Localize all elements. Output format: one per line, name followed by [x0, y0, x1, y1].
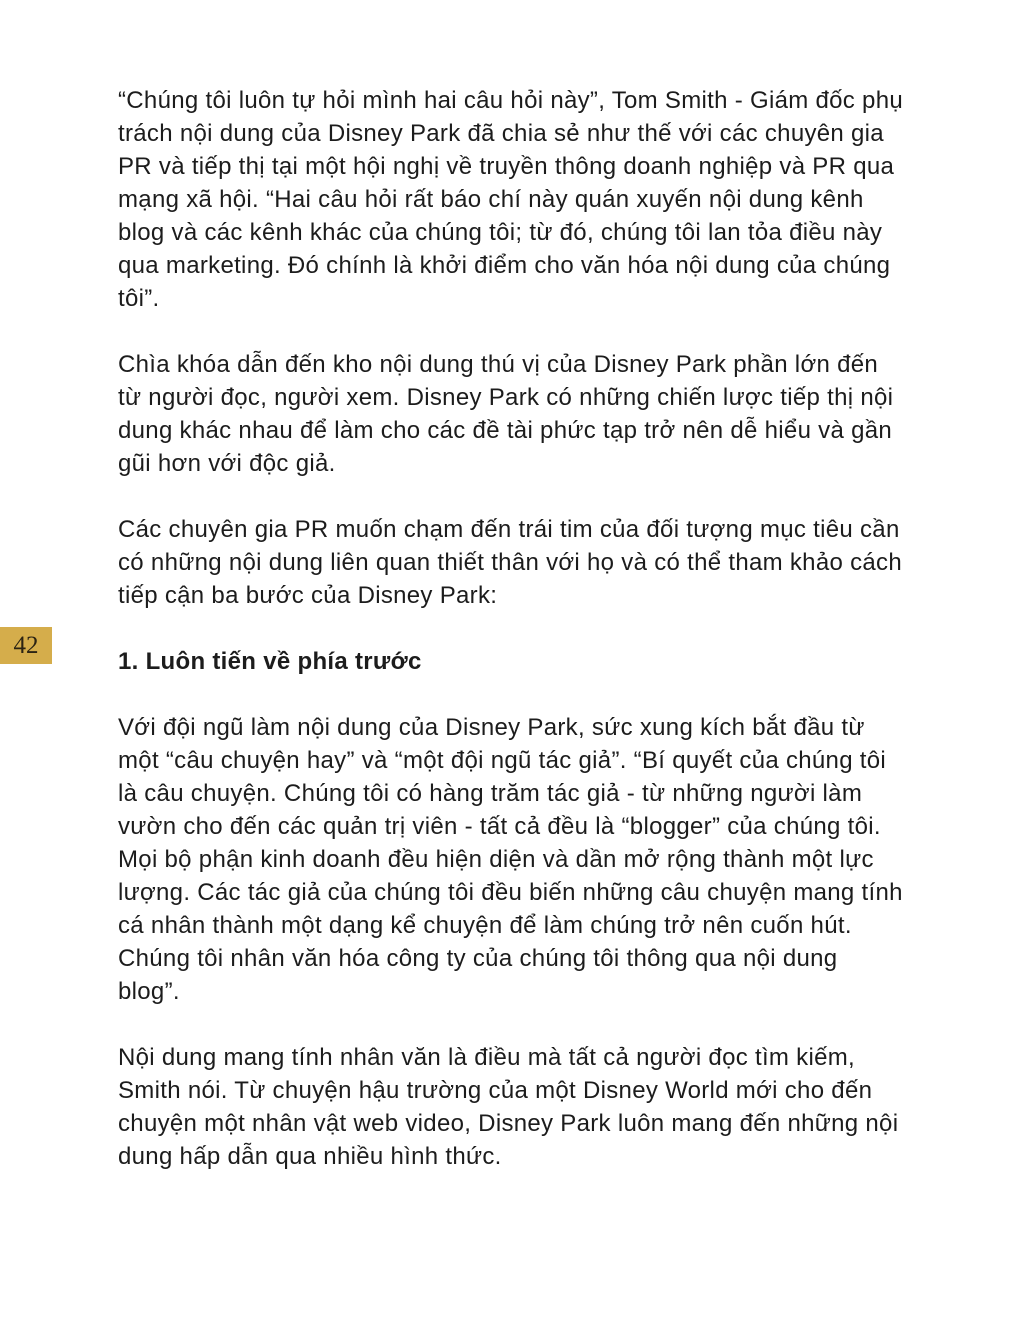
section-heading-always-forward: 1. Luôn tiến về phía trước — [118, 648, 422, 675]
page-number: 42 — [13, 631, 39, 659]
page-number-badge — [0, 627, 52, 664]
paragraph-key-to-content: Chìa khóa dẫn đến kho nội dung thú vị của Disney Park phần lớn đến từ người đọc, người xem. Disney Park có những chiến lược tiếp thị nội dung khác nhau để làm cho các đề tài phức tạp trở nên dễ hiểu và gần gũi hơn với độc giả. — [118, 351, 894, 477]
paragraph-quote-intro: “Chúng tôi luôn tự hỏi mình hai câu hỏi này”, Tom Smith - Giám đốc phụ trách nội dung của Disney Park đã chia sẻ như thế với các chuyên gia PR và tiếp thị tại một hội nghị về truyền thông doanh nghiệp và PR qua mạng xã hội. “Hai câu hỏi rất báo chí này quán xuyến nội dung kênh blog và các kênh khác của chúng tôi; từ đó, chúng tôi lan tỏa điều này qua marketing. Đó chính là khởi điểm cho văn hóa nội dung của chúng tôi”. — [118, 87, 904, 312]
paragraph-content-team: Với đội ngũ làm nội dung của Disney Park, sức xung kích bắt đầu từ một “câu chuyện hay” và “một đội ngũ tác giả”. “Bí quyết của chúng tôi là câu chuyện. Chúng tôi có hàng trăm tác giả - từ những người làm vườn cho đến các quản trị viên - tất cả đều là “blogger” của chúng tôi. Mọi bộ phận kinh doanh đều hiện diện và dần mở rộng thành một lực lượng. Các tác giả của chúng tôi đều biến những câu chuyện mang tính cá nhân thành một dạng kể chuyện để làm chúng trở nên cuốn hút. Chúng tôi nhân văn hóa công ty của chúng tôi thông qua nội dung blog”. — [118, 714, 903, 1005]
paragraph-human-content: Nội dung mang tính nhân văn là điều mà tất cả người đọc tìm kiếm, Smith nói. Từ chuyện hậu trường của một Disney World mới cho đến chuyện một nhân vật web video, Disney Park luôn mang đến những nội dung hấp dẫn qua nhiều hình thức. — [118, 1044, 899, 1170]
page-content — [118, 84, 906, 1206]
paragraph-pr-experts: Các chuyên gia PR muốn chạm đến trái tim của đối tượng mục tiêu cần có những nội dung liên quan thiết thân với họ và có thể tham khảo cách tiếp cận ba bước của Disney Park: — [118, 516, 902, 609]
